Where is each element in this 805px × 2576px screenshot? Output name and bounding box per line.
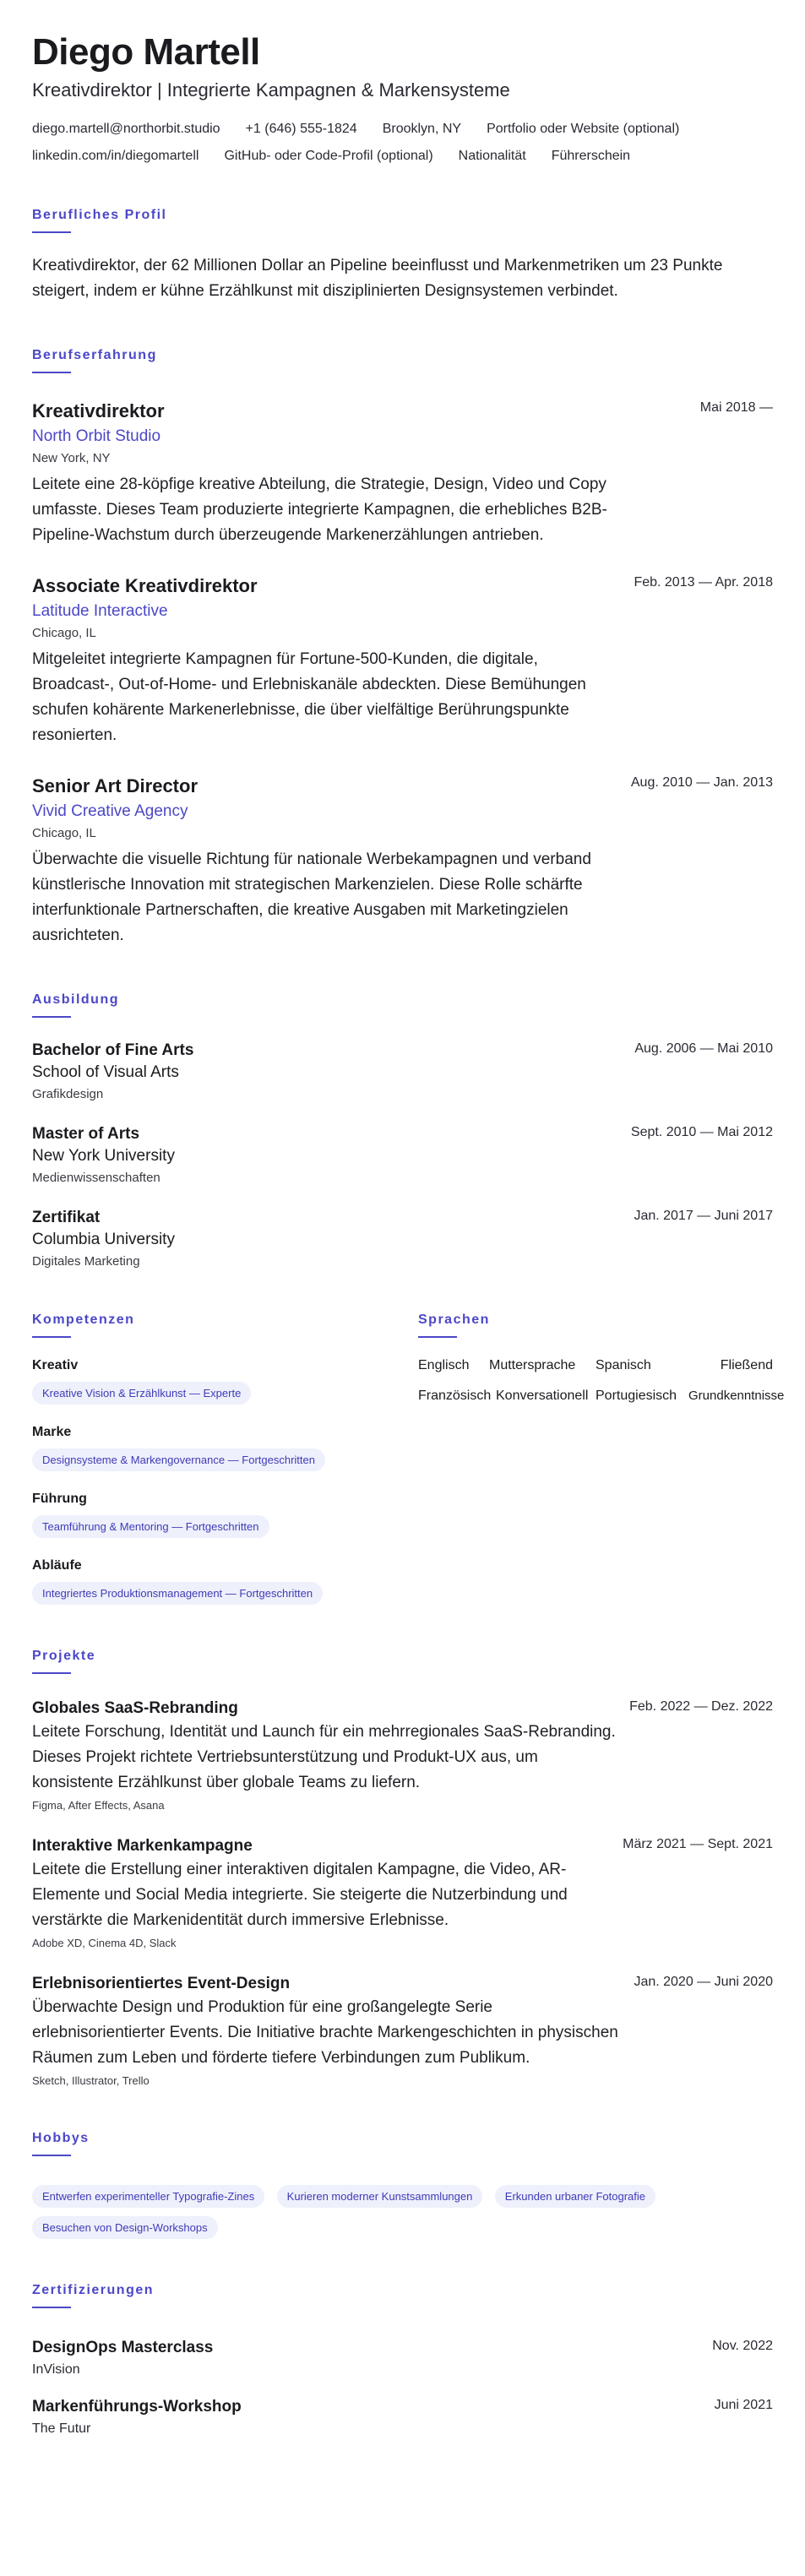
edu-date: Sept. 2010 — Mai 2012	[630, 1125, 773, 1140]
contact-nationality: Nationalität	[458, 149, 526, 164]
edu-degree: Zertifikat	[32, 1209, 101, 1227]
project-date: März 2021 — Sept. 2021	[623, 1837, 773, 1852]
project-entry	[32, 1975, 773, 2087]
contact-location: Brooklyn, NY	[382, 122, 462, 137]
section-divider	[32, 1672, 71, 1674]
skill-chip: Teamführung & Mentoring — Fortgeschritten	[32, 1515, 269, 1538]
hobby-chip: Kurieren moderner Kunstsammlungen	[277, 2185, 483, 2208]
section-title: Projekte	[32, 1649, 96, 1664]
candidate-name: Diego Martell	[32, 31, 260, 73]
language-level: Fließend	[720, 1358, 773, 1373]
education-section	[32, 992, 773, 1269]
skill-category: Führung	[32, 1492, 87, 1507]
section-title: Berufserfahrung	[32, 348, 157, 363]
project-title: Globales SaaS-Rebranding	[32, 1699, 238, 1718]
language-name: Spanisch	[596, 1358, 651, 1373]
projects-section	[32, 1649, 773, 2087]
edu-field: Medienwissenschaften	[32, 1171, 160, 1186]
section-divider	[32, 2307, 71, 2308]
project-date: Jan. 2020 — Juni 2020	[634, 1975, 773, 1990]
project-tools: Figma, After Effects, Asana	[32, 1799, 165, 1812]
education-entry	[32, 1041, 773, 1101]
section-divider	[32, 1016, 71, 1018]
job-title: Kreativdirektor	[32, 400, 165, 422]
project-title: Erlebnisorientiertes Event-Design	[32, 1975, 291, 1993]
skills-languages-row	[32, 1312, 785, 1605]
job-description: Leitete eine 28-köpfige kreative Abteilung, die Strategie, Design, Video und Copy umfasste. Dieses Team produzierte integrierte Kampagnen, die erhebliches B2B-Pipeline-Wachstum durch überzeugende Markenerzählungen antrieben.	[32, 476, 607, 545]
experience-section	[32, 348, 773, 948]
contact-portfolio[interactable]: Portfolio oder Website (optional)	[487, 122, 680, 137]
job-description: Mitgeleitet integrierte Kampagnen für Fortune-500-Kunden, die digitale, Broadcast-, Out-of-Home- und Erlebniskanäle abdeckten. Diese Bemühungen schufen kohärente Markenerlebnisse, die über vielfältige Berührungspunkte resonierten.	[32, 650, 586, 745]
skill-chip: Designsysteme & Markengovernance — Fortgeschritten	[32, 1448, 325, 1471]
edu-school: New York University	[32, 1147, 175, 1166]
skill-group	[32, 1425, 418, 1471]
job-date: Mai 2018 —	[699, 400, 773, 416]
cert-issuer: InVision	[32, 2362, 80, 2378]
contact-linkedin[interactable]: linkedin.com/in/diegomartell	[32, 149, 199, 164]
edu-degree: Bachelor of Fine Arts	[32, 1041, 194, 1060]
project-entry	[32, 1837, 773, 1949]
cert-date: Nov. 2022	[712, 2339, 773, 2354]
language-name: Englisch	[418, 1358, 470, 1373]
hobby-chip: Erkunden urbaner Fotografie	[495, 2185, 655, 2208]
section-divider	[418, 1336, 457, 1338]
section-title: Kompetenzen	[32, 1312, 135, 1328]
skills-section	[32, 1312, 418, 1605]
skill-group	[32, 1492, 418, 1538]
project-tools: Sketch, Illustrator, Trello	[32, 2074, 150, 2088]
job-title: Associate Kreativdirektor	[32, 575, 258, 597]
contact-license: Führerschein	[551, 149, 631, 164]
job-description: Überwachte die visuelle Richtung für nationale Werbekampagnen und verband künstlerische Innovation mit strategischen Markenzielen. Diese Rolle schärfte interfunktionale Partnerschaften, die kreative Ausgaben mit Marketingzielen ausrichteten.	[32, 851, 591, 945]
languages-section	[418, 1312, 785, 1605]
job-company: Vivid Creative Agency	[32, 802, 188, 821]
section-title: Ausbildung	[32, 992, 119, 1008]
cert-issuer: The Futur	[32, 2421, 91, 2437]
section-divider	[32, 1336, 71, 1338]
hobbies-section	[32, 2131, 773, 2239]
education-entry	[32, 1209, 773, 1269]
language-row	[418, 1389, 785, 1404]
project-date: Feb. 2022 — Dez. 2022	[629, 1699, 773, 1715]
certification-entry	[32, 2398, 773, 2437]
edu-date: Aug. 2006 — Mai 2010	[634, 1041, 773, 1057]
edu-field: Grafikdesign	[32, 1087, 104, 1102]
candidate-headline: Kreativdirektor | Integrierte Kampagnen & Markensysteme	[32, 79, 510, 101]
education-entry	[32, 1125, 773, 1185]
job-location: New York, NY	[32, 451, 111, 466]
job-date: Feb. 2013 — Apr. 2018	[634, 575, 773, 590]
cert-name: DesignOps Masterclass	[32, 2339, 214, 2357]
skill-chip: Integriertes Produktionsmanagement — Fortgeschritten	[32, 1582, 323, 1605]
edu-degree: Master of Arts	[32, 1125, 140, 1144]
profile-summary: Kreativdirektor, der 62 Millionen Dollar an Pipeline beeinflusst und Markenmetriken um 23 Punkte steigert, indem er kühne Erzählkunst mit disziplinierten Designsystemen verbindet.	[32, 257, 723, 301]
edu-date: Jan. 2017 — Juni 2017	[634, 1209, 773, 1224]
skill-chip: Kreative Vision & Erzählkunst — Experte	[32, 1382, 251, 1405]
skill-group	[32, 1358, 418, 1405]
project-description: Überwachte Design und Produktion für eine großangelegte Serie erlebnisorientierter Events. Die Initiative brachte Markengeschichten in physischen Räumen zum Leben und förderte tiefere Verbindungen zum Publikum.	[32, 1998, 618, 2068]
certification-entry	[32, 2339, 773, 2378]
section-divider	[32, 231, 71, 233]
skill-category: Marke	[32, 1425, 72, 1440]
section-title: Hobbys	[32, 2131, 90, 2146]
job-company: North Orbit Studio	[32, 427, 161, 446]
contact-phone[interactable]: +1 (646) 555-1824	[245, 122, 357, 137]
contact-email[interactable]: diego.martell@northorbit.studio	[32, 122, 220, 137]
job-entry	[32, 400, 773, 548]
section-divider	[32, 2155, 71, 2156]
language-level: Grundkenntnisse	[688, 1389, 785, 1404]
certifications-section	[32, 2283, 773, 2437]
project-description: Leitete die Erstellung einer interaktiven digitalen Kampagne, die Video, AR-Elemente und Social Media integrierte. Sie steigerte die Nutzerbindung und verstärkte die Markenidentität durch immersive Erlebnisse.	[32, 1861, 568, 1930]
hobby-chip: Entwerfen experimenteller Typografie-Zines	[32, 2185, 264, 2208]
skill-group	[32, 1558, 418, 1605]
hobby-chip: Besuchen von Design-Workshops	[32, 2216, 218, 2239]
language-level: Konversationell	[496, 1389, 589, 1404]
section-title: Zertifizierungen	[32, 2283, 155, 2298]
resume-header	[32, 32, 773, 164]
job-entry	[32, 775, 773, 948]
section-title: Berufliches Profil	[32, 208, 167, 223]
language-level: Muttersprache	[489, 1358, 576, 1373]
project-entry	[32, 1699, 773, 1812]
project-description: Leitete Forschung, Identität und Launch für ein mehrregionales SaaS-Rebranding. Dieses Projekt richtete Vertriebsunterstützung und Produkt-UX aus, um konsistente Erzählkunst über globale Teams zu liefern.	[32, 1723, 616, 1792]
project-title: Interaktive Markenkampagne	[32, 1837, 253, 1856]
job-company: Latitude Interactive	[32, 602, 168, 621]
job-title: Senior Art Director	[32, 775, 199, 797]
language-row	[418, 1358, 773, 1373]
job-entry	[32, 575, 773, 748]
skill-category: Abläufe	[32, 1558, 82, 1573]
contact-github[interactable]: GitHub- oder Code-Profil (optional)	[224, 149, 433, 164]
skill-category: Kreativ	[32, 1358, 79, 1373]
section-divider	[32, 372, 71, 373]
job-location: Chicago, IL	[32, 826, 96, 841]
edu-school: School of Visual Arts	[32, 1063, 179, 1082]
contact-list	[32, 122, 773, 164]
edu-field: Digitales Marketing	[32, 1254, 140, 1269]
cert-name: Markenführungs-Workshop	[32, 2398, 242, 2416]
language-name: Französisch	[418, 1389, 492, 1404]
project-tools: Adobe XD, Cinema 4D, Slack	[32, 1937, 177, 1950]
cert-date: Juni 2021	[714, 2398, 773, 2413]
job-date: Aug. 2010 — Jan. 2013	[630, 775, 773, 791]
profile-section	[32, 208, 773, 304]
edu-school: Columbia University	[32, 1231, 175, 1249]
hobby-chip-list	[32, 2177, 775, 2239]
section-title: Sprachen	[418, 1312, 490, 1328]
language-name: Portugiesisch	[596, 1389, 677, 1404]
job-location: Chicago, IL	[32, 626, 96, 641]
